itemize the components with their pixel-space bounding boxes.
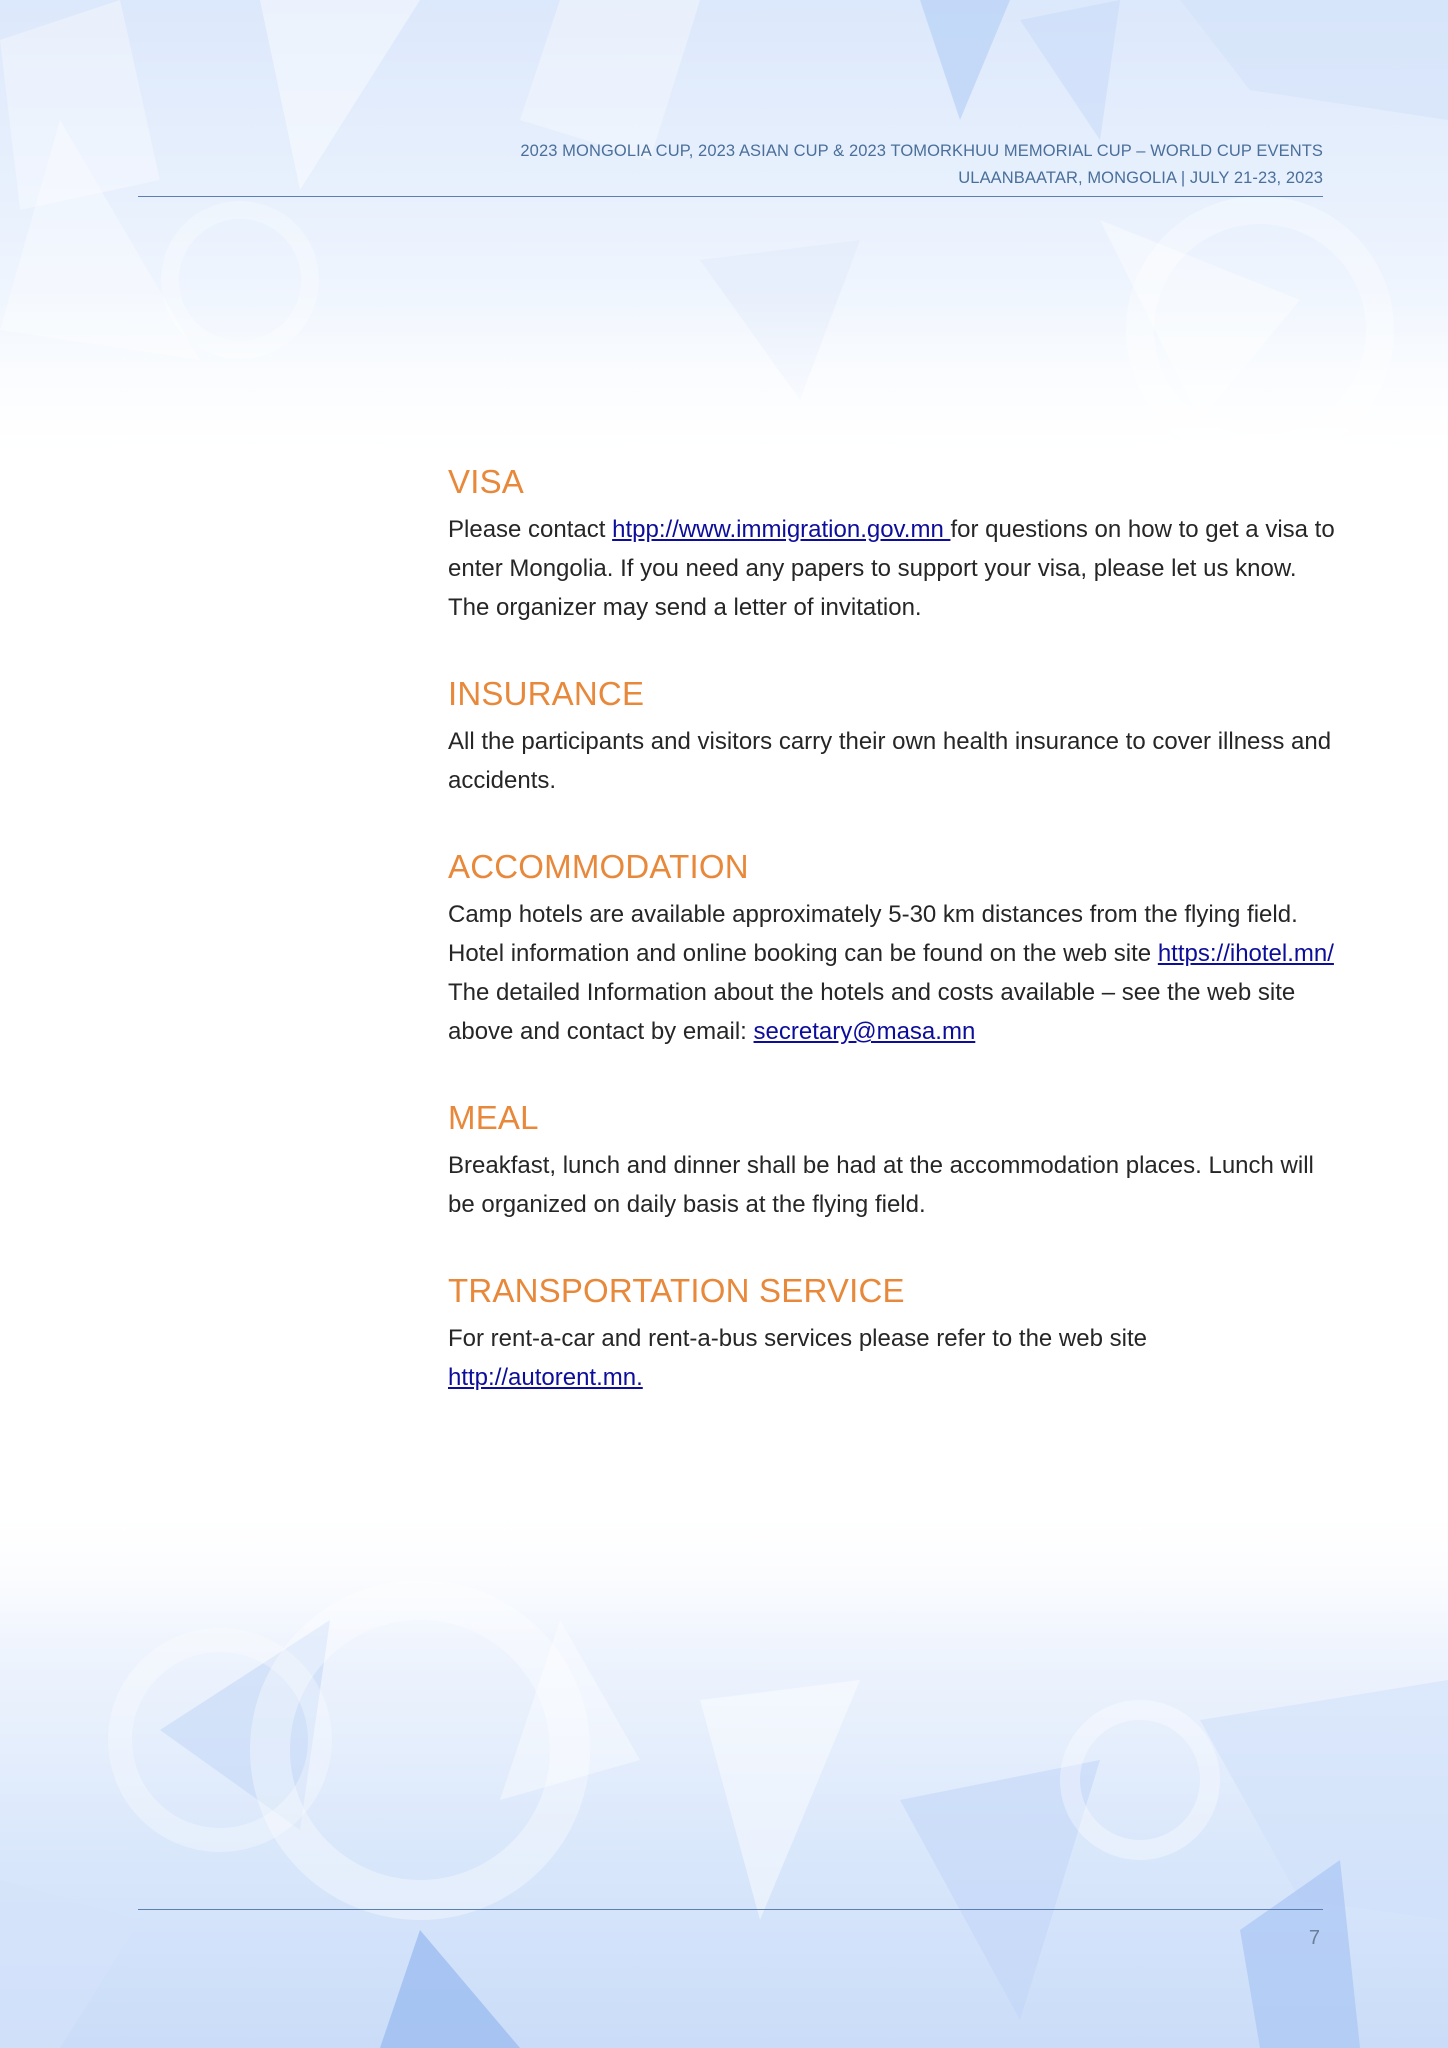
ihotel-link[interactable]: https://ihotel.mn/ <box>1157 940 1334 967</box>
section-accommodation <box>448 845 1348 1051</box>
decorative-shapes-bottom <box>0 1500 1448 2048</box>
visa-text-intro: Please contact <box>448 516 613 543</box>
visa-text-rest: for questions on how to get a visa to enter Mongolia. If you need any papers to support your visa, please let us know. The organizer may send a letter of invitation. <box>448 516 1335 621</box>
autorent-link[interactable]: http://autorent.mn. <box>448 1364 643 1391</box>
decorative-shapes-top <box>0 0 1448 470</box>
transportation-text: For rent-a-car and rent-a-bus services please refer to the web site <box>448 1325 1147 1352</box>
document-header <box>520 138 1323 192</box>
section-transportation <box>448 1269 1348 1397</box>
accommodation-text-rest: The detailed Information about the hotels and costs available – see the web site above and contact by email: <box>448 979 1296 1045</box>
header-divider <box>138 196 1323 197</box>
header-location-date: ULAANBAATAR, MONGOLIA | JULY 21-23, 2023 <box>958 169 1323 187</box>
immigration-link[interactable]: htpp://www.immigration.gov.mn <box>612 516 951 543</box>
section-visa <box>448 460 1348 627</box>
section-text-meal: Breakfast, lunch and dinner shall be had at the accommodation places. Lunch will be organized on daily basis at the flying field. <box>448 1152 1314 1218</box>
section-text-visa <box>448 510 1338 627</box>
section-text-accommodation <box>448 895 1338 1051</box>
section-meal <box>448 1096 1348 1224</box>
footer-divider <box>138 1909 1323 1910</box>
section-text-insurance: All the participants and visitors carry their own health insurance to cover illness and accidents. <box>448 728 1332 794</box>
section-heading-visa: VISA <box>448 463 525 500</box>
section-text-transportation <box>448 1319 1338 1397</box>
secretary-email-link[interactable]: secretary@masa.mn <box>753 1018 976 1045</box>
accommodation-text-intro: Camp hotels are available approximately 5-30 km distances from the flying field. Hotel information and online booking can be found on the web site <box>448 901 1298 967</box>
page-number: 7 <box>1308 1927 1320 1949</box>
section-heading-meal: MEAL <box>448 1099 539 1136</box>
section-insurance <box>448 672 1348 800</box>
section-heading-accommodation: ACCOMMODATION <box>448 848 749 885</box>
header-event-title: 2023 MONGOLIA CUP, 2023 ASIAN CUP & 2023 TOMORKHUU MEMORIAL CUP – WORLD CUP EVENTS <box>520 142 1323 160</box>
section-heading-transportation: TRANSPORTATION SERVICE <box>448 1272 905 1309</box>
section-heading-insurance: INSURANCE <box>448 675 645 712</box>
document-body <box>448 460 1348 1442</box>
